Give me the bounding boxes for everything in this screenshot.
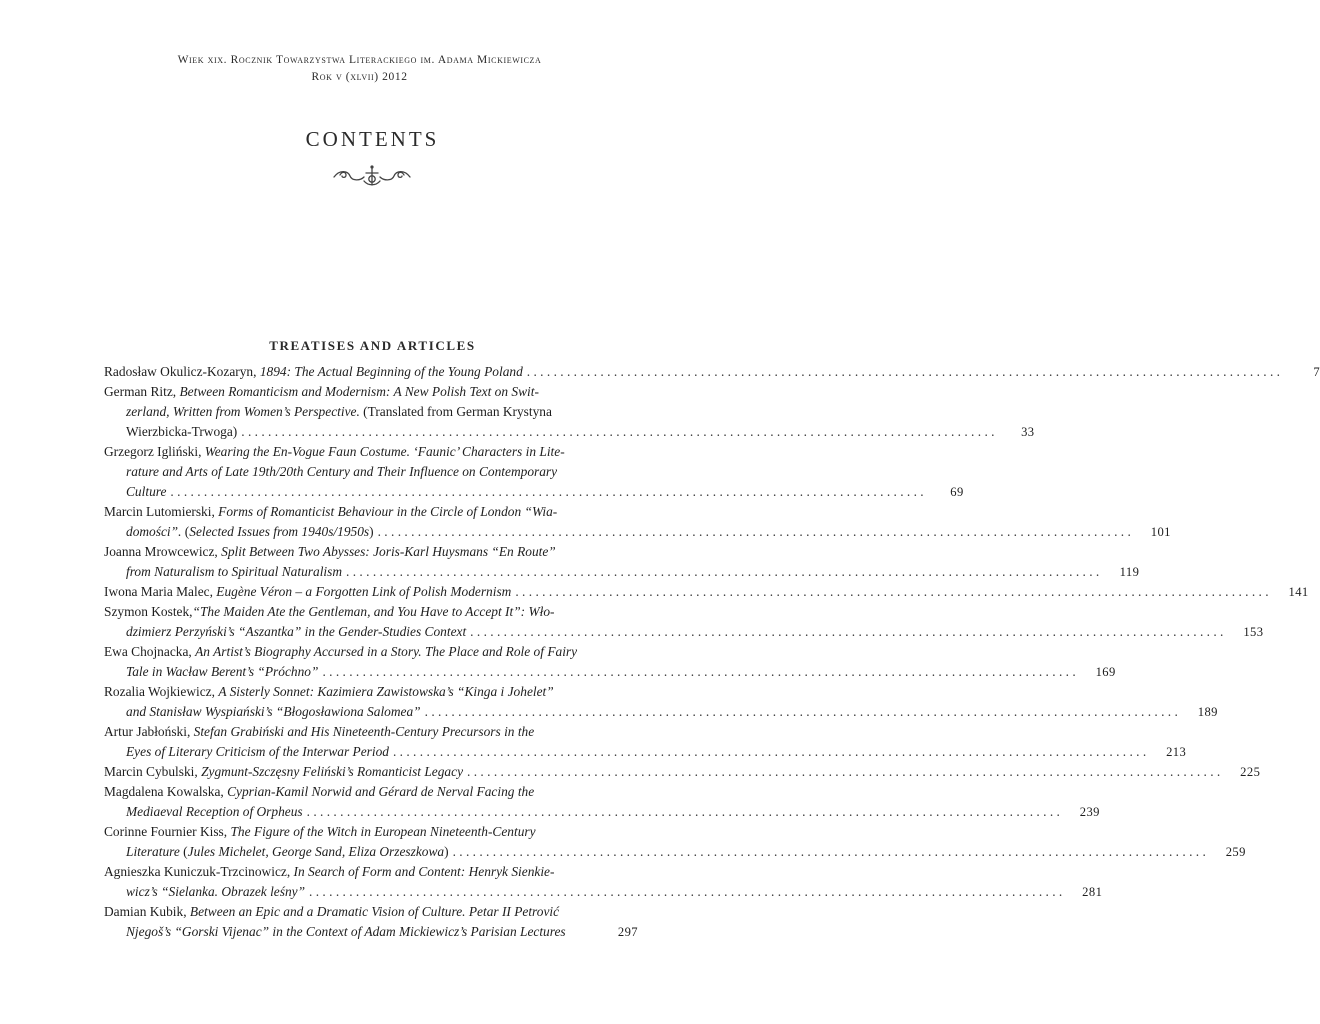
toc-line-text: [126, 422, 237, 442]
toc-line-text: [126, 882, 305, 902]
running-head: [0, 52, 719, 86]
dot-leader: [237, 422, 1000, 442]
toc-line: [104, 542, 638, 562]
title-text: from Naturalism to Spiritual Naturalism: [126, 564, 343, 579]
title-text: Split Between Two Abysses: Joris-Karl Huysmans “En Route”: [221, 544, 556, 559]
toc-entry: [104, 782, 1100, 822]
toc-line: [104, 362, 1320, 382]
author-text: Agnieszka Kuniczuk-Trzcinowicz,: [104, 864, 294, 879]
toc-line: [104, 662, 1116, 682]
toc-line-text: [126, 922, 566, 942]
title-text: Eyes of Literary Criticism of the Interwar Period: [126, 744, 389, 759]
page-number: 189: [1197, 705, 1218, 719]
dot-leader: [342, 562, 1105, 582]
toc-line-text: [104, 502, 557, 522]
toc-line: [104, 862, 638, 882]
page-number: 297: [617, 925, 638, 939]
title-text: Mediaeval Reception of Orpheus: [126, 804, 303, 819]
ornament-icon: [330, 163, 414, 189]
title-text: Culture: [126, 484, 167, 499]
title-text: wicz’s “Sielanka. Obrazek leśny”: [126, 884, 306, 899]
dot-leader: [303, 802, 1066, 822]
toc-line-text: [104, 582, 511, 602]
toc-line-text: [104, 362, 523, 382]
title-text: Tale in Wacław Berent’s “Próchno”: [126, 664, 319, 679]
toc-entry: [104, 362, 1320, 382]
toc-entry: [104, 722, 1187, 762]
volume-year: Rok v (xlvii) 2012: [311, 71, 408, 83]
author-text: Damian Kubik,: [104, 904, 190, 919]
toc-line-text: [104, 382, 539, 402]
title-text: Eugène Véron – a Forgotten Link of Polish Modernism: [216, 584, 512, 599]
toc-line: [104, 802, 1100, 822]
author-text: Joanna Mrowcewicz,: [104, 544, 222, 559]
toc-line-text: [104, 782, 534, 802]
toc-line-text: [104, 822, 536, 842]
toc-line: [104, 482, 964, 502]
page-number: 169: [1095, 665, 1116, 679]
toc-line: [104, 842, 1246, 862]
title-text: Forms of Romanticist Behaviour in the Circle of London “Wia-: [218, 504, 558, 519]
toc-line-text: [126, 662, 318, 682]
toc-entry: [104, 902, 638, 942]
toc-line: [104, 582, 1309, 602]
page-number: 225: [1240, 765, 1261, 779]
author-text: Corinne Fournier Kiss,: [104, 824, 231, 839]
title-text: and Stanisław Wyspiański’s “Błogosławiona Salomea”: [126, 704, 421, 719]
toc-line-text: [104, 602, 555, 622]
title-text: Njegoš’s “Gorski Vijenac” in the Context of Adam Mickiewicz’s Parisian Lectures: [126, 924, 566, 939]
toc-line: [104, 522, 1171, 542]
title-text: rature and Arts of Late 19th/20th Century and Their Influence on Contemporary: [126, 464, 558, 479]
toc-line-text: [104, 862, 554, 882]
title-text: domości”.: [126, 524, 182, 539]
toc-line-text: [126, 802, 303, 822]
toc-entry: [104, 442, 964, 502]
title-text: Cyprian-Kamil Norwid and Gérard de Nerval Facing the: [227, 784, 535, 799]
page-number: 239: [1079, 805, 1100, 819]
toc-entry: [104, 822, 1246, 862]
title-text: A Sisterly Sonnet: Kazimiera Zawistowska’s “Kinga i Johelet”: [218, 684, 554, 699]
toc-entry: [104, 642, 1116, 682]
table-of-contents: [104, 362, 1320, 942]
toc-entry: [104, 582, 1309, 602]
toc-line: [104, 922, 638, 942]
toc-line-text: [104, 722, 534, 742]
dot-leader: [305, 882, 1068, 902]
section-title: TREATISES AND ARTICLES: [269, 338, 476, 353]
author-text: Rozalia Wojkiewicz,: [104, 684, 219, 699]
toc-line-text: [104, 762, 463, 782]
toc-entry: [104, 602, 1264, 642]
title-text: In Search of Form and Content: Henryk Sienkie-: [293, 864, 555, 879]
page-number: 259: [1225, 845, 1246, 859]
author-text: (: [181, 524, 190, 539]
author-text: Marcin Cybulski,: [104, 764, 202, 779]
toc-line-text: [126, 702, 421, 722]
toc-line: [104, 682, 638, 702]
toc-line: [104, 442, 638, 462]
author-text: ): [444, 844, 449, 859]
dot-leader: [466, 622, 1229, 642]
title-text: zerland, Written from Women’s Perspective.: [126, 404, 360, 419]
toc-line-text: [126, 522, 374, 542]
toc-line-text: [126, 462, 557, 482]
toc-line: [104, 502, 638, 522]
page-number: 281: [1082, 885, 1103, 899]
author-text: (Translated from German Krystyna: [359, 404, 552, 419]
toc-line: [104, 422, 1035, 442]
toc-line-text: [126, 562, 342, 582]
journal-name: Wiek xix. Rocznik Towarzystwa Literackiego im. Adama Mickiewicza: [177, 54, 542, 66]
title-text: Jules Michelet, George Sand, Eliza Orzeszkowa: [187, 844, 445, 859]
author-text: (: [179, 844, 188, 859]
toc-line-text: [104, 442, 565, 462]
toc-line: [104, 622, 1264, 642]
page-number: 213: [1166, 745, 1187, 759]
toc-line-text: [104, 682, 554, 702]
author-text: Radosław Okulicz-Kozaryn,: [104, 364, 260, 379]
toc-line: [104, 742, 1187, 762]
dot-leader: [511, 582, 1274, 602]
author-text: Grzegorz Igliński,: [104, 444, 205, 459]
toc-line: [104, 462, 638, 482]
title-text: Between Romanticism and Modernism: A New Polish Text on Swit-: [179, 384, 539, 399]
toc-line: [104, 562, 1140, 582]
toc-line-text: [104, 642, 577, 662]
toc-line-text: [104, 902, 559, 922]
author-text: Iwona Maria Malec,: [104, 584, 217, 599]
title-text: Wearing the En-Vogue Faun Costume. ‘Faunic’ Characters in Lite-: [204, 444, 565, 459]
toc-line: [104, 782, 638, 802]
toc-line: [104, 602, 638, 622]
page-number: 69: [950, 485, 964, 499]
toc-line: [104, 762, 1261, 782]
toc-line: [104, 642, 638, 662]
title-text: An Artist’s Biography Accursed in a Story. The Place and Role of Fairy: [195, 644, 578, 659]
title-text: Stefan Grabiński and His Nineteenth-Century Precursors in the: [193, 724, 535, 739]
toc-line: [104, 722, 638, 742]
page-number: 119: [1119, 565, 1140, 579]
title-text: Literature: [126, 844, 180, 859]
toc-entry: [104, 682, 1218, 722]
page-number: 7: [1313, 365, 1320, 379]
toc-entry: [104, 502, 1171, 542]
toc-line-text: [126, 742, 389, 762]
title-text: The Figure of the Witch in European Nineteenth-Century: [230, 824, 536, 839]
toc-line: [104, 402, 638, 422]
dot-leader: [463, 762, 1226, 782]
toc-entry: [104, 762, 1261, 782]
author-text: Ewa Chojnacka,: [104, 644, 196, 659]
title-text: dzimierz Perzyński’s “Aszantka” in the Gender-Studies Context: [126, 624, 467, 639]
dot-leader: [389, 742, 1152, 762]
page-number: 101: [1150, 525, 1171, 539]
toc-line-text: [104, 542, 556, 562]
toc-line: [104, 702, 1218, 722]
toc-line-text: [126, 622, 466, 642]
dot-leader: [421, 702, 1184, 722]
toc-line-text: [126, 402, 552, 422]
dot-leader: [449, 842, 1212, 862]
toc-line: [104, 902, 638, 922]
author-text: Artur Jabłoński,: [104, 724, 194, 739]
page-number: 141: [1288, 585, 1309, 599]
dot-leader: [318, 662, 1081, 682]
title-text: 1894: The Actual Beginning of the Young Poland: [259, 364, 523, 379]
author-text: Szymon Kostek,: [104, 604, 193, 619]
title-text: “The Maiden Ate the Gentleman, and You Have to Accept It”: Wło-: [192, 604, 555, 619]
toc-entry: [104, 862, 1103, 902]
title-text: Between an Epic and a Dramatic Vision of Culture. Petar II Petrović: [189, 904, 560, 919]
toc-entry: [104, 542, 1140, 582]
page-number: 153: [1243, 625, 1264, 639]
author-text: Wierzbicka-Trwoga): [126, 424, 238, 439]
toc-entry: [104, 382, 1035, 442]
author-text: ): [369, 524, 374, 539]
title-text: Zygmunt-Szczęsny Feliński’s Romanticist Legacy: [201, 764, 464, 779]
toc-line: [104, 382, 638, 402]
toc-line: [104, 822, 638, 842]
dot-leader: [166, 482, 929, 502]
toc-line: [104, 882, 1103, 902]
dot-leader: [523, 362, 1286, 382]
toc-line-text: [126, 842, 449, 862]
author-text: Marcin Lutomierski,: [104, 504, 219, 519]
dot-leader: [374, 522, 1137, 542]
page-title: CONTENTS: [305, 127, 440, 151]
toc-line-text: [126, 482, 166, 502]
author-text: German Ritz,: [104, 384, 180, 399]
author-text: Magdalena Kowalska,: [104, 784, 228, 799]
page-number: 33: [1021, 425, 1035, 439]
title-text: Selected Issues from 1940s/1950s: [189, 524, 370, 539]
